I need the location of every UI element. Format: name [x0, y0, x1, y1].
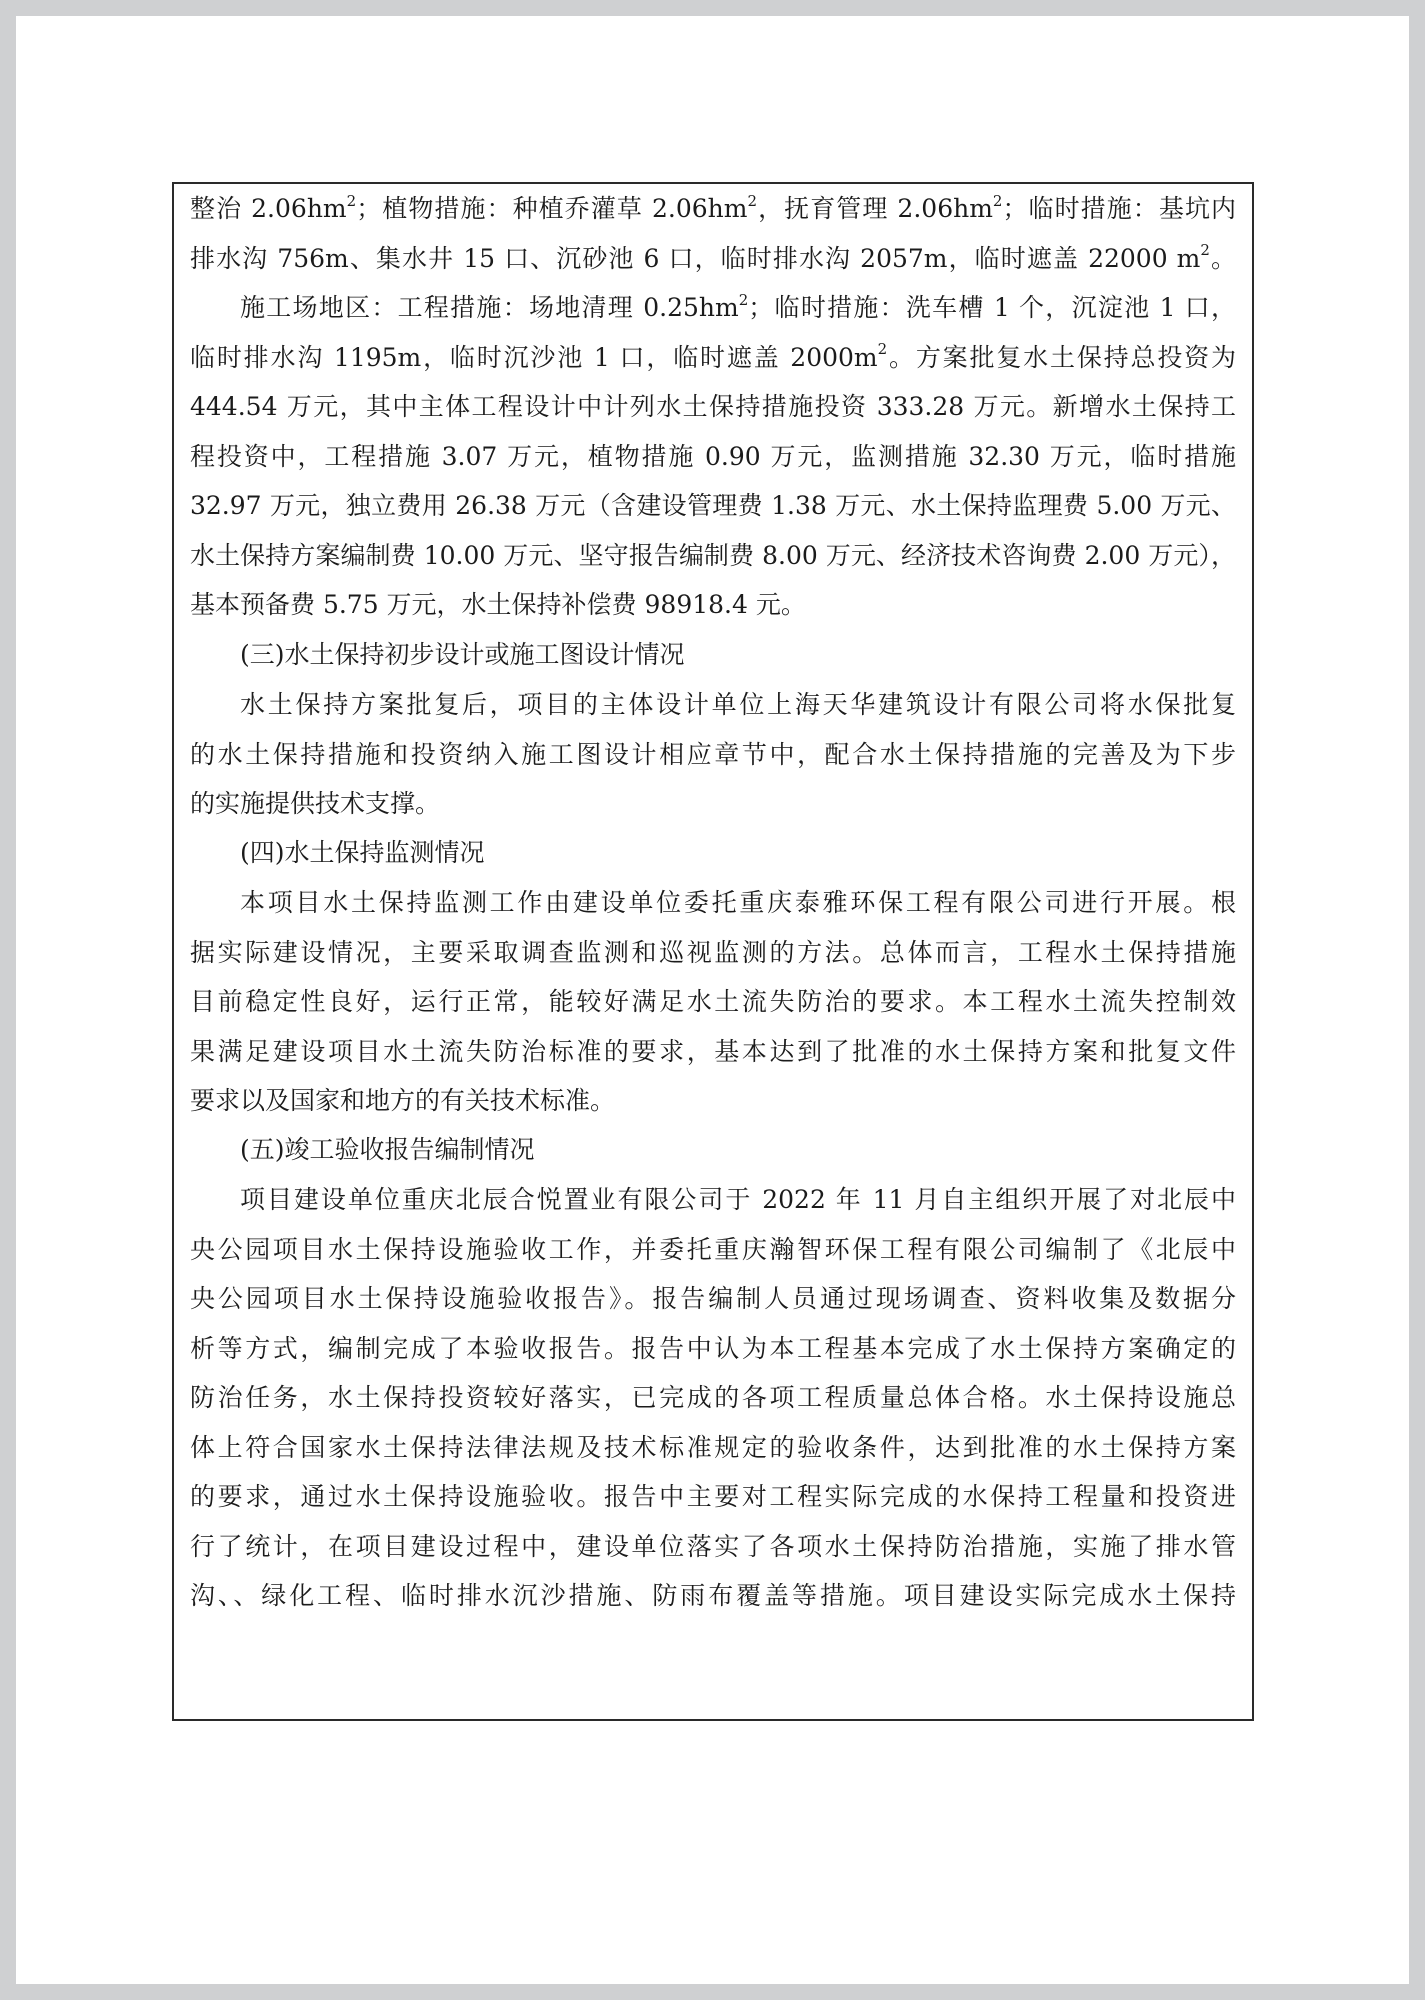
text-line: 临时排水沟 1195m，临时沉沙池 1 口，临时遮盖 $2000m^2$。方案批复水土保持总投资为	[190, 340, 1236, 372]
text-line: 水土保持方案批复后，项目的主体设计单位上海天华建筑设计有限公司将水保批复	[240, 690, 1236, 719]
text-line: 防治任务，水土保持投资较好落实，已完成的各项工程质量总体合格。水土保持设施总	[190, 1383, 1236, 1412]
text-line: 央公园项目水土保持设施验收工作，并委托重庆瀚智环保工程有限公司编制了《北辰中	[190, 1234, 1236, 1264]
text-line: 项目建设单位重庆北辰合悦置业有限公司于 2022 年 11 月自主组织开展了对北辰中	[240, 1185, 1236, 1214]
superscript-two: 2	[346, 191, 357, 210]
text-line: 要求以及国家和地方的有关技术标准。	[190, 1086, 616, 1115]
text-line: 央公园项目水土保持设施验收报告》。报告编制人员通过现场调查、资料收集及数据分	[190, 1284, 1236, 1313]
text-line: 排水沟 756m、集水井 15 口、沉砂池 6 口，临时排水沟 2057m，临时遮盖 22000 $m^2$。	[190, 241, 1236, 273]
section-heading-monitoring	[174, 828, 1252, 878]
paragraph-design	[174, 680, 1252, 829]
superscript-two: 2	[992, 191, 1003, 210]
document-frame	[172, 182, 1254, 1721]
superscript-two: 2	[877, 340, 888, 359]
text-line: 的实施提供技术支撑。	[190, 789, 441, 818]
superscript-two: 2	[747, 191, 757, 210]
page-sheet	[16, 16, 1409, 1984]
heading-text: (五)竣工验收报告编制情况	[240, 1135, 535, 1164]
text-line: 体上符合国家水土保持法律法规及技术标准规定的验收条件，达到批准的水土保持方案	[190, 1432, 1236, 1462]
text-line: 的要求，通过水土保持设施验收。报告中主要对工程实际完成的水保持工程量和投资进	[190, 1482, 1236, 1511]
paragraph-measures-continued	[174, 184, 1252, 283]
text-line: 水土保持方案编制费 10.00 万元、坚守报告编制费 8.00 万元、经济技术咨询费 2.00 万元），	[190, 540, 1236, 570]
text-line: 444.54 万元，其中主体工程设计中计列水土保持措施投资 333.28 万元。新增水土保持工	[190, 392, 1236, 421]
text-line: 本项目水土保持监测工作由建设单位委托重庆泰雅环保工程有限公司进行开展。根	[240, 888, 1236, 917]
text-line: 施工场地区：工程措施：场地清理 $0.25hm^2$；临时措施：洗车槽 1 个，沉淀池 1 口，	[240, 290, 1236, 322]
paragraph-acceptance-report	[174, 1175, 1252, 1621]
text-line: 的水土保持措施和投资纳入施工图设计相应章节中，配合水土保持措施的完善及为下步	[190, 739, 1236, 769]
text-line: 行了统计，在项目建设过程中，建设单位落实了各项水土保持防治措施，实施了排水管	[190, 1531, 1236, 1561]
text-line: 整治 $2.06hm^2$；植物措施：种植乔灌草 $2.06hm^2$，抚育管理 $2.06hm^2$；临时措施：基坑内	[190, 191, 1237, 223]
section-heading-design	[174, 630, 1252, 680]
text-line: 果满足建设项目水土流失防治标准的要求，基本达到了批准的水土保持方案和批复文件	[190, 1036, 1236, 1066]
text-line: 32.97 万元，独立费用 26.38 万元（含建设管理费 1.38 万元、水土保持监理费 5.00 万元、	[190, 491, 1236, 520]
superscript-two: 2	[738, 290, 749, 309]
heading-text: (四)水土保持监测情况	[240, 838, 485, 867]
superscript-two: 2	[1200, 241, 1210, 260]
text-line: 程投资中，工程措施 3.07 万元，植物措施 0.90 万元，监测措施 32.30 万元，临时措施	[190, 441, 1236, 471]
paragraph-construction-site	[174, 283, 1252, 630]
heading-text: (三)水土保持初步设计或施工图设计情况	[240, 640, 685, 669]
text-line: 据实际建设情况，主要采取调查监测和巡视监测的方法。总体而言，工程水土保持措施	[190, 937, 1236, 967]
section-heading-acceptance	[174, 1125, 1252, 1175]
text-line: 析等方式，编制完成了本验收报告。报告中认为本工程基本完成了水土保持方案确定的	[190, 1333, 1236, 1363]
text-line: 目前稳定性良好，运行正常，能较好满足水土流失防治的要求。本工程水土流失控制效	[190, 987, 1236, 1016]
text-line: 基本预备费 5.75 万元，水土保持补偿费 98918.4 元。	[190, 590, 806, 619]
text-line: 沟、、绿化工程、临时排水沉沙措施、防雨布覆盖等措施。项目建设实际完成水土保持	[190, 1581, 1236, 1610]
paragraph-monitoring	[174, 878, 1252, 1126]
